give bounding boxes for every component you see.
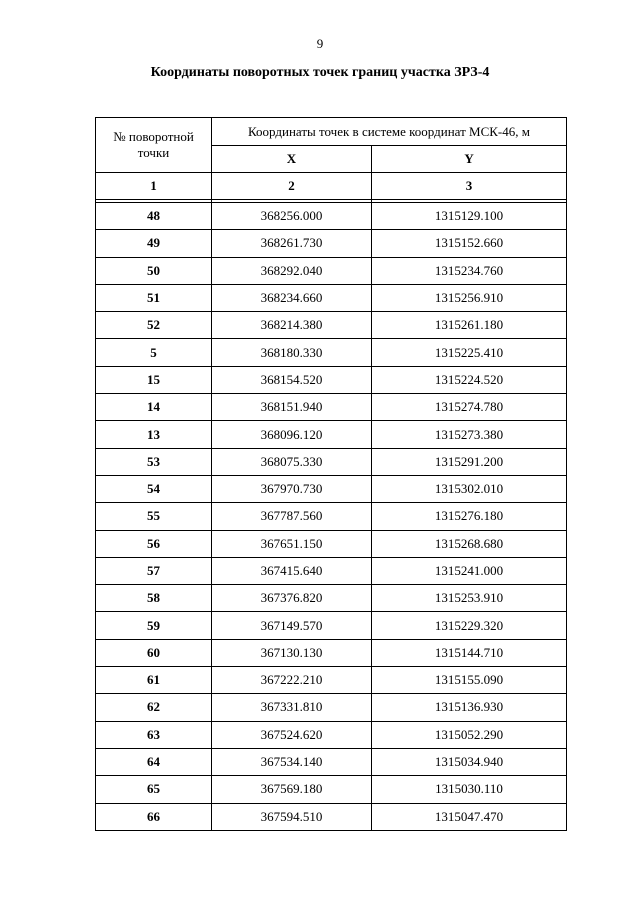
- point-number-cell: 5: [96, 339, 212, 366]
- point-number-cell: 66: [96, 803, 212, 830]
- header-coordinate-system: Координаты точек в системе координат МСК-46, м: [212, 118, 567, 146]
- y-coordinate-cell: 1315241.000: [372, 557, 567, 584]
- y-coordinate-cell: 1315034.940: [372, 748, 567, 775]
- table-row: [96, 803, 567, 830]
- point-number-cell: 54: [96, 475, 212, 502]
- table-row: [96, 257, 567, 284]
- header-y: Y: [372, 146, 567, 173]
- y-coordinate-cell: 1315225.410: [372, 339, 567, 366]
- table-row: [96, 312, 567, 339]
- x-coordinate-cell: 368075.330: [212, 448, 372, 475]
- x-coordinate-cell: 367376.820: [212, 585, 372, 612]
- y-coordinate-cell: 1315152.660: [372, 230, 567, 257]
- y-coordinate-cell: 1315261.180: [372, 312, 567, 339]
- point-number-cell: 14: [96, 394, 212, 421]
- point-number-cell: 64: [96, 748, 212, 775]
- table-row: [96, 721, 567, 748]
- page-number: 9: [316, 36, 324, 51]
- point-number-cell: 15: [96, 366, 212, 393]
- table-row: [96, 748, 567, 775]
- table-row: [96, 667, 567, 694]
- table-row: [96, 585, 567, 612]
- point-number-cell: 61: [96, 667, 212, 694]
- point-number-cell: 13: [96, 421, 212, 448]
- column-number-1: 1: [96, 173, 212, 200]
- column-number-2: 2: [212, 173, 372, 200]
- y-coordinate-cell: 1315234.760: [372, 257, 567, 284]
- x-coordinate-cell: 368214.380: [212, 312, 372, 339]
- x-coordinate-cell: 368151.940: [212, 394, 372, 421]
- x-coordinate-cell: 367787.560: [212, 503, 372, 530]
- point-number-cell: 53: [96, 448, 212, 475]
- table-row: [96, 694, 567, 721]
- table-row: [96, 530, 567, 557]
- x-coordinate-cell: 367970.730: [212, 475, 372, 502]
- point-number-cell: 65: [96, 776, 212, 803]
- x-coordinate-cell: 367130.130: [212, 639, 372, 666]
- y-coordinate-cell: 1315291.200: [372, 448, 567, 475]
- y-coordinate-cell: 1315155.090: [372, 667, 567, 694]
- y-coordinate-cell: 1315274.780: [372, 394, 567, 421]
- table-row: [96, 475, 567, 502]
- x-coordinate-cell: 368180.330: [212, 339, 372, 366]
- point-number-cell: 52: [96, 312, 212, 339]
- point-number-cell: 48: [96, 203, 212, 230]
- table-row: [96, 339, 567, 366]
- x-coordinate-cell: 367594.510: [212, 803, 372, 830]
- table-row: [96, 203, 567, 230]
- x-coordinate-cell: 367331.810: [212, 694, 372, 721]
- y-coordinate-cell: 1315052.290: [372, 721, 567, 748]
- y-coordinate-cell: 1315224.520: [372, 366, 567, 393]
- table-row: [96, 366, 567, 393]
- x-coordinate-cell: 367415.640: [212, 557, 372, 584]
- header-point-number: № поворотной точки: [96, 118, 212, 173]
- point-number-cell: 58: [96, 585, 212, 612]
- x-coordinate-cell: 368292.040: [212, 257, 372, 284]
- point-number-cell: 57: [96, 557, 212, 584]
- table-row: [96, 612, 567, 639]
- y-coordinate-cell: 1315144.710: [372, 639, 567, 666]
- y-coordinate-cell: 1315047.470: [372, 803, 567, 830]
- coordinates-table: [95, 117, 567, 831]
- y-coordinate-cell: 1315136.930: [372, 694, 567, 721]
- y-coordinate-cell: 1315302.010: [372, 475, 567, 502]
- point-number-cell: 63: [96, 721, 212, 748]
- y-coordinate-cell: 1315273.380: [372, 421, 567, 448]
- table-row: [96, 284, 567, 311]
- point-number-cell: 62: [96, 694, 212, 721]
- table-row: [96, 421, 567, 448]
- document-title: Координаты поворотных точек границ участка ЗРЗ-4: [150, 65, 490, 80]
- y-coordinate-cell: 1315253.910: [372, 585, 567, 612]
- x-coordinate-cell: 367222.210: [212, 667, 372, 694]
- y-coordinate-cell: 1315268.680: [372, 530, 567, 557]
- x-coordinate-cell: 367569.180: [212, 776, 372, 803]
- x-coordinate-cell: 367524.620: [212, 721, 372, 748]
- table-row: [96, 776, 567, 803]
- table-row: [96, 557, 567, 584]
- point-number-cell: 49: [96, 230, 212, 257]
- x-coordinate-cell: 367534.140: [212, 748, 372, 775]
- point-number-cell: 56: [96, 530, 212, 557]
- x-coordinate-cell: 367651.150: [212, 530, 372, 557]
- y-coordinate-cell: 1315229.320: [372, 612, 567, 639]
- y-coordinate-cell: 1315276.180: [372, 503, 567, 530]
- y-coordinate-cell: 1315030.110: [372, 776, 567, 803]
- point-number-cell: 51: [96, 284, 212, 311]
- point-number-cell: 59: [96, 612, 212, 639]
- y-coordinate-cell: 1315129.100: [372, 203, 567, 230]
- x-coordinate-cell: 368096.120: [212, 421, 372, 448]
- table-row: [96, 503, 567, 530]
- table-body: [96, 203, 567, 831]
- x-coordinate-cell: 368154.520: [212, 366, 372, 393]
- x-coordinate-cell: 367149.570: [212, 612, 372, 639]
- column-number-3: 3: [372, 173, 567, 200]
- x-coordinate-cell: 368256.000: [212, 203, 372, 230]
- point-number-cell: 50: [96, 257, 212, 284]
- x-coordinate-cell: 368261.730: [212, 230, 372, 257]
- table-row: [96, 639, 567, 666]
- table-row: [96, 394, 567, 421]
- table-row: [96, 230, 567, 257]
- table-row: [96, 448, 567, 475]
- x-coordinate-cell: 368234.660: [212, 284, 372, 311]
- point-number-cell: 60: [96, 639, 212, 666]
- point-number-cell: 55: [96, 503, 212, 530]
- header-x: X: [212, 146, 372, 173]
- y-coordinate-cell: 1315256.910: [372, 284, 567, 311]
